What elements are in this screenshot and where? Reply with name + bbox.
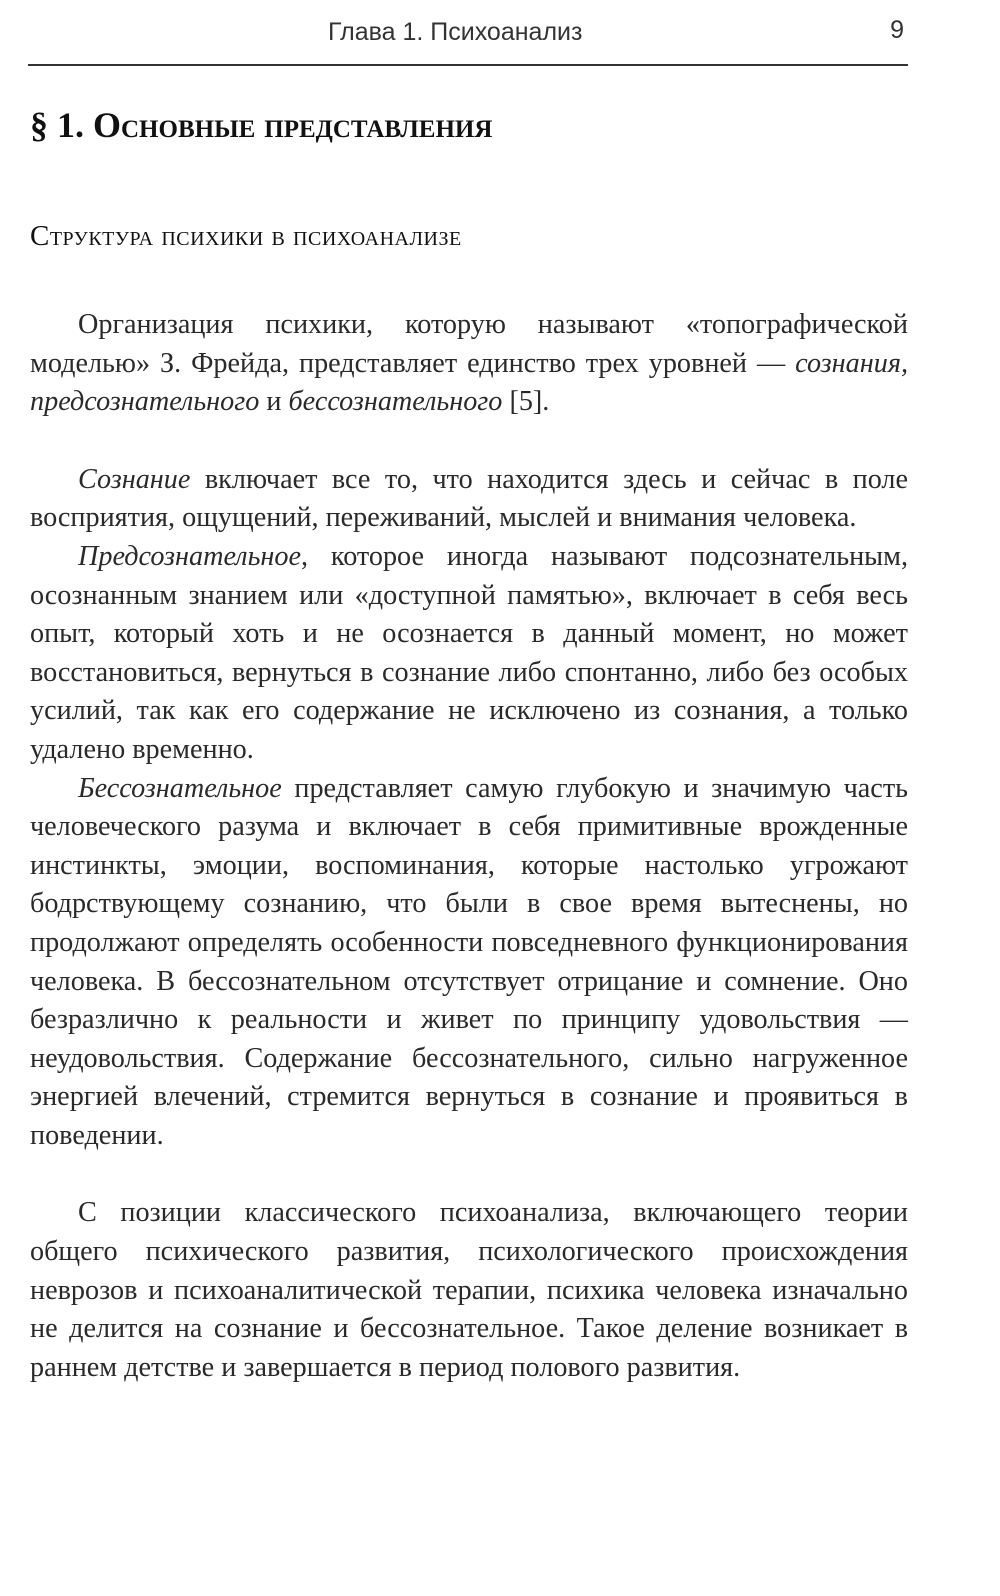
paragraph-text: Организация психики, которую называют «топографической моделью» З. Фрейда, представляет единство трех уровней —	[30, 309, 908, 379]
running-header	[28, 14, 908, 66]
paragraph-text: [5].	[502, 386, 550, 418]
paragraph-preconscious	[30, 538, 908, 770]
emphasis-term: Сознание	[78, 463, 191, 495]
emphasis-term: Бессознательное	[78, 772, 282, 804]
emphasis-term: сознания, предсознательного	[30, 347, 908, 418]
body-text	[30, 306, 908, 1387]
paragraph-classical-psychoanalysis	[30, 1194, 908, 1387]
paragraph-text: С позиции классического психоанализа, включающего теории общего психического развития, психологического происхождения неврозов и психоаналитической терапии, психика человека изначально не делится на сознание и бессознательное. Такое деление возникает в раннем детстве и завершается в период полового развития.	[30, 1197, 908, 1383]
paragraph-intro	[30, 306, 908, 422]
paragraph-consciousness	[30, 461, 908, 538]
paragraph-text: представляет самую глубокую и значимую часть человеческого разума и включает в себя примитивные врожденные инстинкты, эмоции, воспоминания, которые настолько угрожают бодрствующему сознанию, что были в свое время вытеснены, но продолжают определять особенности повседневного функционирования человека. В бессознательном отсутствует отрицание и сомнение. Оно безразлично к реальности и живет по принципу удовольствия — неудовольствия. Содержание бессознательного, сильно нагруженное энергией влечений, стремится вернуться в сознание и проявиться в поведении.	[30, 772, 908, 1151]
running-title: Глава 1. Психоанализ	[328, 18, 583, 46]
section-title: § 1. Основные представления	[30, 105, 493, 145]
subsection-title: Структура психики в психоанализе	[30, 220, 462, 252]
paragraph-unconscious	[30, 770, 908, 1156]
emphasis-term: Предсознательное	[78, 540, 301, 572]
paragraph-text: и	[259, 386, 289, 418]
emphasis-term: бессознательного	[288, 386, 503, 418]
page-number: 9	[890, 16, 904, 44]
paragraph-text: , которое иногда называют подсознательным, осознанным знанием или «доступной памятью», включает в себя весь опыт, который хоть и не осознается в данный момент, но может восстановиться, вернуться в сознание либо спонтанно, либо без особых усилий, так как его содержание не исключено из сознания, а только удалено временно.	[30, 540, 908, 765]
paragraph-text: включает все то, что находится здесь и сейчас в поле восприятия, ощущений, переживаний, мыслей и внимания человека.	[30, 463, 908, 534]
